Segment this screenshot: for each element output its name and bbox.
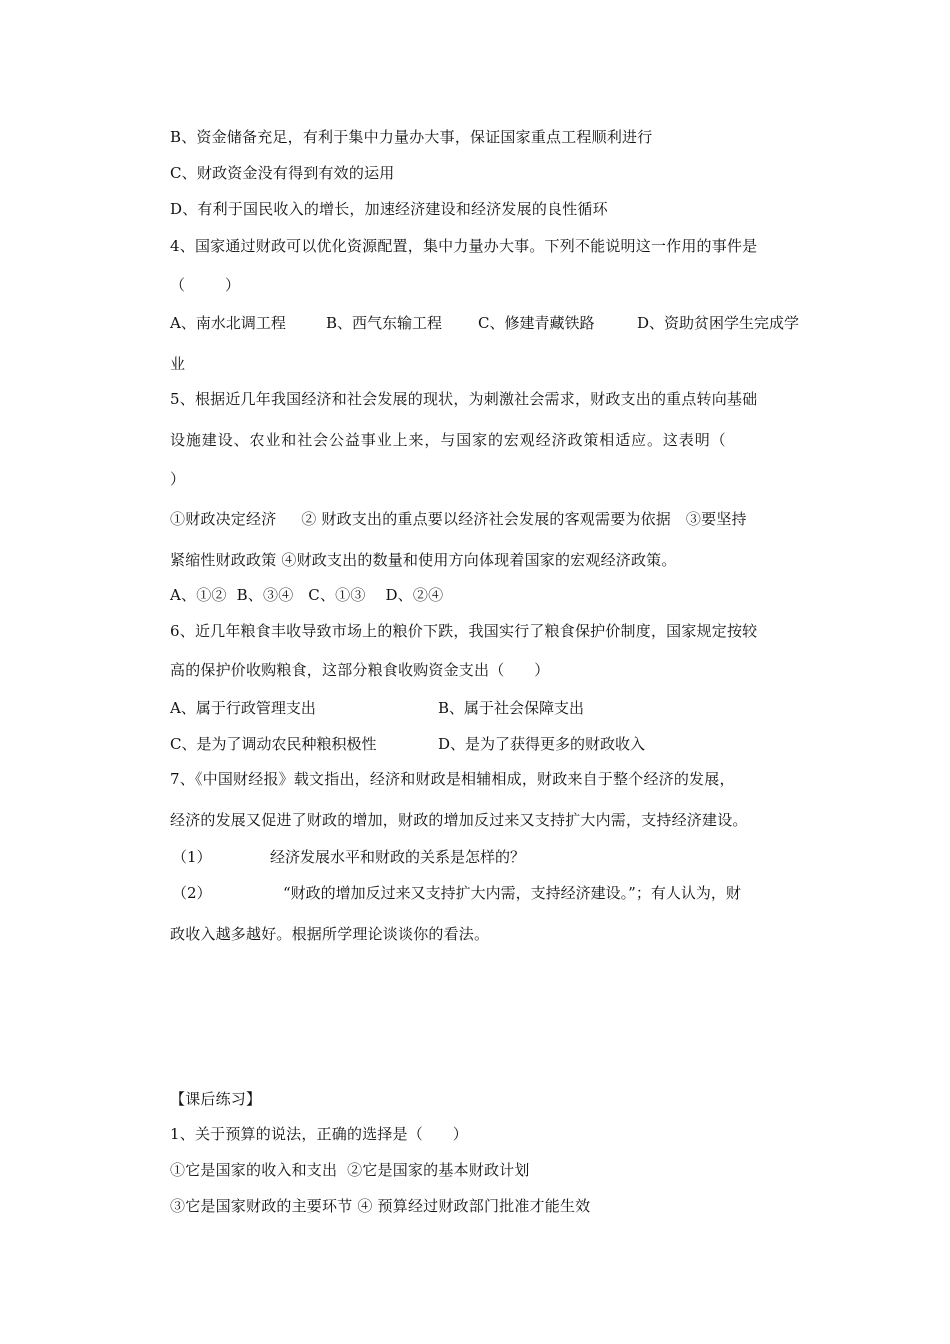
q5-stem-line3: ） bbox=[170, 470, 186, 488]
q7-stem-line1: 7、《中国财经报》载文指出，经济和财政是相辅相成，财政来自于整个经济的发展， bbox=[170, 770, 735, 788]
q5-stem-line2: 设施建设、农业和社会公益事业上来，与国家的宏观经济政策相适应。这表明（ bbox=[170, 431, 727, 449]
q3-option-c: C、财政资金没有得到有效的运用 bbox=[170, 164, 395, 182]
q6-option-b: B、属于社会保障支出 bbox=[438, 699, 585, 717]
practice-q1-statements-line2: ③它是国家财政的主要环节 ④ 预算经过财政部门批准才能生效 bbox=[170, 1197, 591, 1215]
q4-option-d-cont: 业 bbox=[170, 355, 186, 373]
q6-stem-line2: 高的保护价收购粮食，这部分粮食收购资金支出（ ） bbox=[170, 661, 550, 679]
q5-stem-line1: 5、根据近几年我国经济和社会发展的现状，为刺激社会需求，财政支出的重点转向基础 bbox=[170, 390, 758, 408]
q6-stem-line1: 6、近几年粮食丰收导致市场上的粮价下跌，我国实行了粮食保护价制度，国家规定按较 bbox=[170, 622, 758, 640]
q7-sub1-number: （1） bbox=[172, 848, 212, 866]
q3-option-d: D、有利于国民收入的增长，加速经济建设和经济发展的良性循环 bbox=[170, 200, 608, 218]
q4-stem-line1: 4、国家通过财政可以优化资源配置，集中力量办大事。下列不能说明这一作用的事件是 bbox=[170, 237, 758, 255]
q4-option-c: C、修建青藏铁路 bbox=[478, 314, 595, 332]
q7-sub2-text: “财政的增加反过来又支持扩大内需，支持经济建设。”；有人认为，财 bbox=[283, 884, 741, 902]
q4-stem-line2: （ ） bbox=[170, 276, 241, 294]
q7-stem-line2: 经济的发展又促进了财政的增加，财政的增加反过来又支持扩大内需，支持经济建设。 bbox=[170, 811, 748, 829]
q5-statements-line1: ①财政决定经济 ② 财政支出的重点要以经济社会发展的客观需要为依据 ③要坚持 bbox=[170, 510, 747, 528]
q3-option-b: B、资金储备充足，有利于集中力量办大事，保证国家重点工程顺利进行 bbox=[170, 128, 653, 146]
q4-option-d: D、资助贫困学生完成学 bbox=[637, 314, 800, 332]
q7-sub1-text: 经济发展水平和财政的关系是怎样的？ bbox=[270, 848, 526, 866]
q4-option-a: A、南水北调工程 bbox=[170, 314, 286, 332]
q5-options: A、①② B、③④ C、①③ D、②④ bbox=[170, 586, 444, 604]
practice-heading: 【课后练习】 bbox=[170, 1090, 262, 1108]
practice-q1-statements-line1: ①它是国家的收入和支出 ②它是国家的基本财政计划 bbox=[170, 1161, 530, 1179]
q4-option-b: B、西气东输工程 bbox=[326, 314, 443, 332]
q6-option-c: C、是为了调动农民种粮积极性 bbox=[170, 735, 377, 753]
q7-sub2-line2: 政收入越多越好。根据所学理论谈谈你的看法。 bbox=[170, 925, 490, 943]
q7-sub2-number: （2） bbox=[172, 884, 212, 902]
q6-option-a: A、属于行政管理支出 bbox=[170, 699, 316, 717]
q6-option-d: D、是为了获得更多的财政收入 bbox=[438, 735, 646, 753]
q5-statements-line2: 紧缩性财政政策 ④财政支出的数量和使用方向体现着国家的宏观经济政策。 bbox=[170, 551, 677, 569]
practice-q1-stem: 1、关于预算的说法，正确的选择是（ ） bbox=[170, 1125, 468, 1143]
